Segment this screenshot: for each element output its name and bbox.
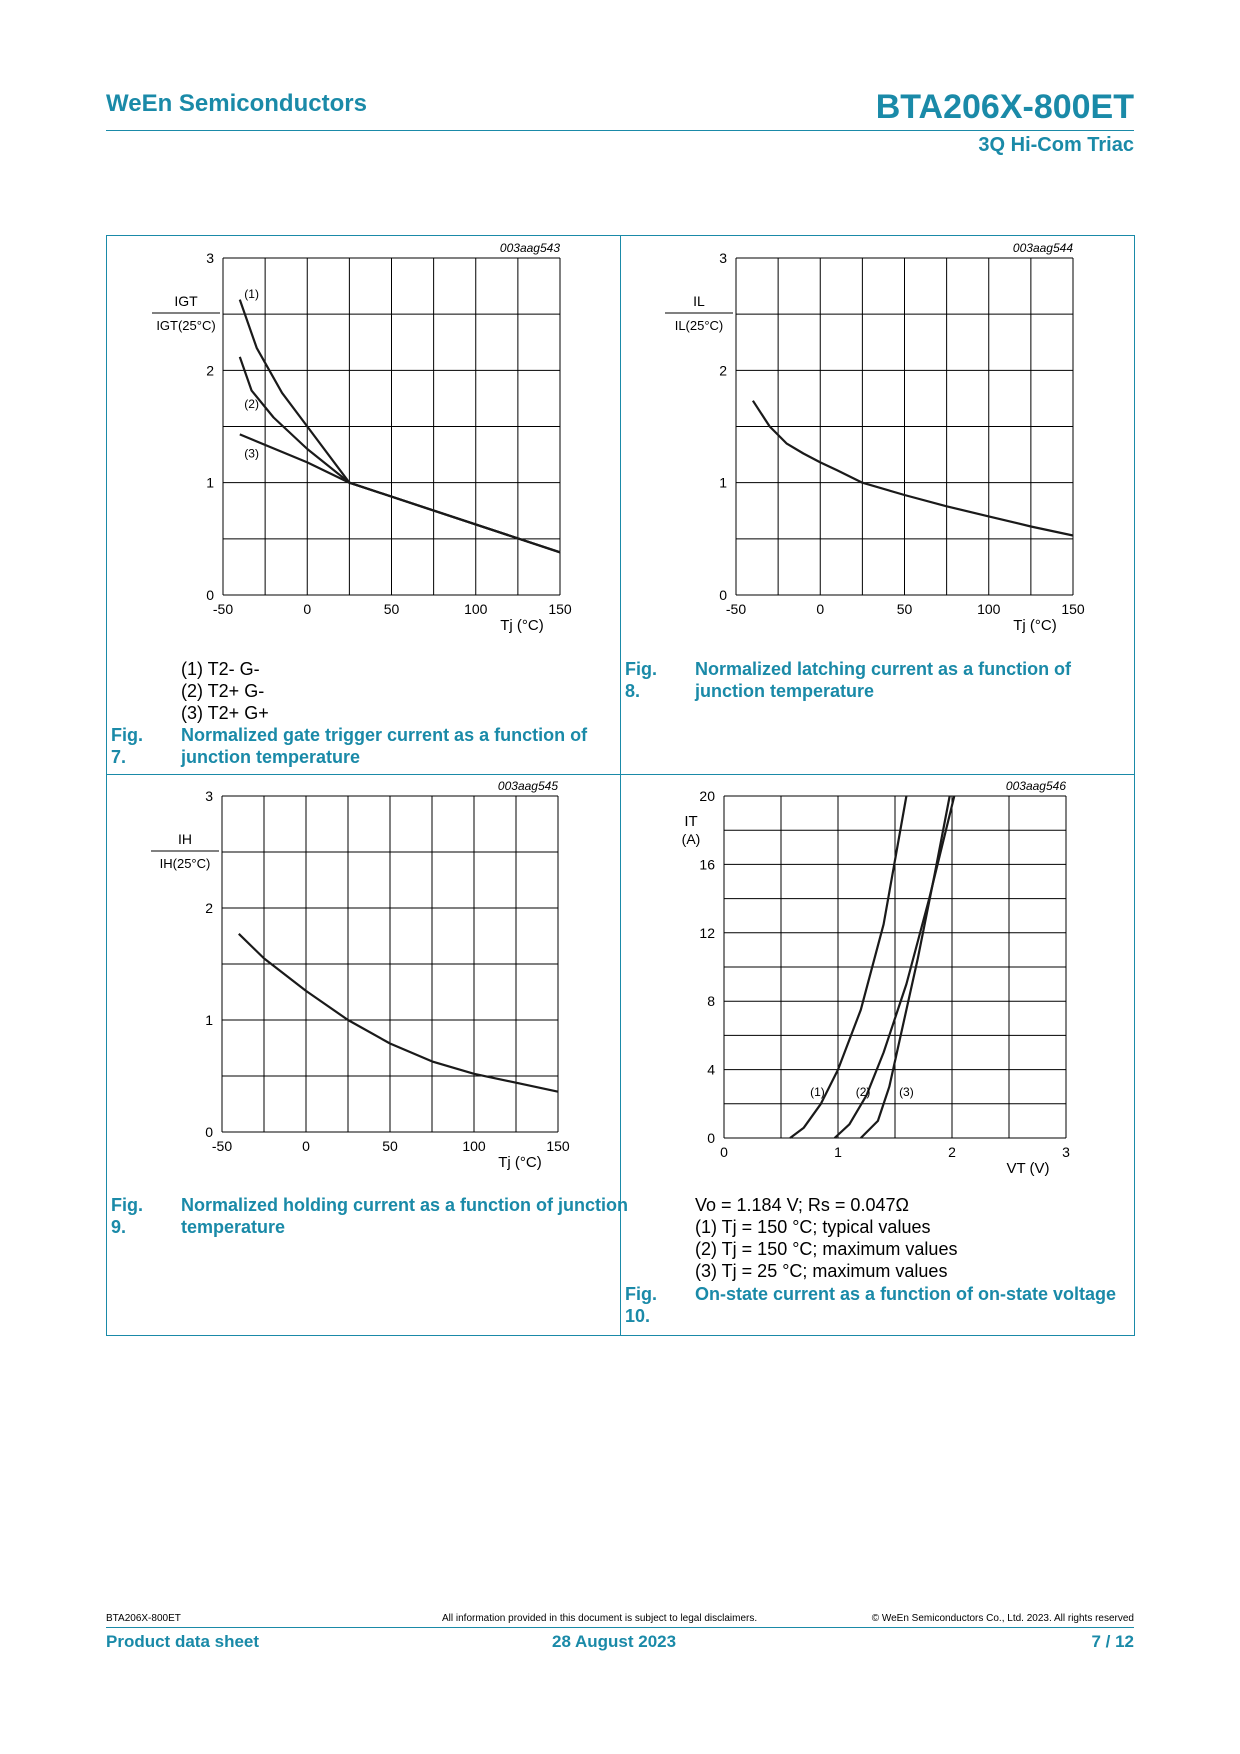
series-label: (2) xyxy=(244,397,259,412)
x-tick-label: -50 xyxy=(212,601,234,617)
footer-doc-type: Product data sheet xyxy=(106,1632,260,1651)
y-tick-label: 16 xyxy=(699,856,715,873)
footer-rule xyxy=(106,1627,1134,1628)
x-axis-label: Tj (°C) xyxy=(500,617,544,634)
x-axis-label: VT (V) xyxy=(1006,1160,1050,1177)
x-tick-label: 50 xyxy=(383,601,400,617)
y-axis-label-denominator: IGT(25°C) xyxy=(156,318,216,333)
y-tick-label: 0 xyxy=(707,1130,715,1146)
y-tick-label: 0 xyxy=(205,1124,213,1140)
x-axis-label: Tj (°C) xyxy=(498,1154,542,1171)
fig8-caption-text: Normalized latching current as a function of junction temperature xyxy=(695,659,1072,701)
footer-doc-id: BTA206X-800ET xyxy=(106,1613,181,1624)
series-label: (3) xyxy=(899,1084,914,1099)
y-tick-label: 12 xyxy=(699,924,715,941)
footer-disclaimer: All information provided in this document is subject to legal disclaimers. xyxy=(442,1613,758,1624)
y-tick-label: 2 xyxy=(205,900,213,916)
x-tick-label: 100 xyxy=(977,601,1001,617)
y-tick-label: 0 xyxy=(719,587,727,603)
fig10-legend-item: (1) Tj = 150 °C; typical values xyxy=(695,1217,931,1237)
y-tick-label: 3 xyxy=(205,788,213,804)
y-tick-label: 1 xyxy=(205,1012,213,1028)
x-tick-label: 0 xyxy=(303,601,312,617)
series-label: (2) xyxy=(855,1084,871,1099)
company-name: WeEn Semiconductors xyxy=(106,90,367,117)
series-label: (3) xyxy=(244,446,259,461)
footer-date: 28 August 2023 xyxy=(552,1632,677,1651)
x-tick-label: -50 xyxy=(725,601,747,617)
fig7-legend-item: (2) T2+ G- xyxy=(181,681,265,701)
y-tick-label: 3 xyxy=(206,250,214,266)
x-tick-label: 0 xyxy=(302,1138,310,1154)
y-tick-label: 1 xyxy=(719,474,727,491)
y-tick-label: 1 xyxy=(206,474,214,491)
footer-copyright: © WeEn Semiconductors Co., Ltd. 2023. All rights reserved xyxy=(871,1613,1134,1624)
x-tick-label: 2 xyxy=(948,1144,956,1160)
part-number: BTA206X-800ET xyxy=(875,88,1134,126)
y-axis-label-denominator: IL(25°C) xyxy=(674,318,724,333)
fig9-number: Fig. 9. xyxy=(111,1195,143,1237)
x-tick-label: 1 xyxy=(834,1144,842,1160)
y-axis-label-numerator: IH xyxy=(178,831,192,847)
x-tick-label: 100 xyxy=(462,1138,486,1154)
chart-code-label: 003aag544 xyxy=(1012,241,1073,255)
y-axis-label-numerator: IL xyxy=(693,293,705,309)
x-tick-label: 3 xyxy=(1062,1144,1070,1160)
y-axis-label-numerator: IGT xyxy=(174,293,198,309)
y-tick-label: 4 xyxy=(707,1061,715,1078)
x-tick-label: 0 xyxy=(816,601,825,617)
fig7-number: Fig. 7. xyxy=(111,725,143,767)
x-tick-label: 50 xyxy=(896,601,913,617)
y-tick-label: 8 xyxy=(707,993,715,1010)
fig8-number: Fig. 8. xyxy=(625,659,657,701)
x-tick-label: 150 xyxy=(546,1138,570,1154)
fig10-legend-item: Vo = 1.184 V; Rs = 0.047Ω xyxy=(695,1195,909,1215)
x-tick-label: 150 xyxy=(1061,601,1085,617)
y-tick-label: 3 xyxy=(719,250,727,266)
chart-code-label: 003aag546 xyxy=(1005,779,1066,793)
x-tick-label: 0 xyxy=(720,1144,728,1160)
fig10-caption-text: On-state current as a function of on-state voltage xyxy=(695,1284,1117,1304)
fig10-legend xyxy=(695,1194,957,1282)
y-axis-label: IT xyxy=(684,813,698,830)
x-tick-label: 50 xyxy=(382,1138,398,1154)
y-tick-label: 0 xyxy=(206,587,214,603)
x-tick-label: 100 xyxy=(464,601,488,617)
fig7-legend xyxy=(181,658,269,724)
fig10-number: Fig. 10. xyxy=(625,1284,657,1326)
x-tick-label: 150 xyxy=(548,601,572,617)
fig7-caption-text: Normalized gate trigger current as a function of junction temperature xyxy=(181,725,588,767)
series-label: (1) xyxy=(244,286,259,301)
y-tick-label: 2 xyxy=(719,362,727,379)
fig7-legend-item: (3) T2+ G+ xyxy=(181,703,269,723)
fig10-legend-item: (3) Tj = 25 °C; maximum values xyxy=(695,1261,948,1281)
series-label: (1) xyxy=(810,1084,825,1099)
y-axis-unit: (A) xyxy=(681,831,701,847)
chart-code-label: 003aag545 xyxy=(497,779,558,793)
part-subtitle: 3Q Hi-Com Triac xyxy=(978,134,1134,156)
y-tick-label: 2 xyxy=(206,362,214,379)
fig7-legend-item: (1) T2- G- xyxy=(181,659,260,679)
y-tick-label: 20 xyxy=(699,788,715,804)
chart-code-label: 003aag543 xyxy=(499,241,560,255)
y-axis-label-denominator: IH(25°C) xyxy=(159,856,211,871)
footer-page-number: 7 / 12 xyxy=(1091,1632,1134,1651)
fig10-legend-item: (2) Tj = 150 °C; maximum values xyxy=(695,1239,958,1259)
x-axis-label: Tj (°C) xyxy=(1013,617,1057,634)
x-tick-label: -50 xyxy=(211,1138,233,1154)
fig9-caption-text: Normalized holding current as a function of junction temperature xyxy=(181,1195,629,1237)
